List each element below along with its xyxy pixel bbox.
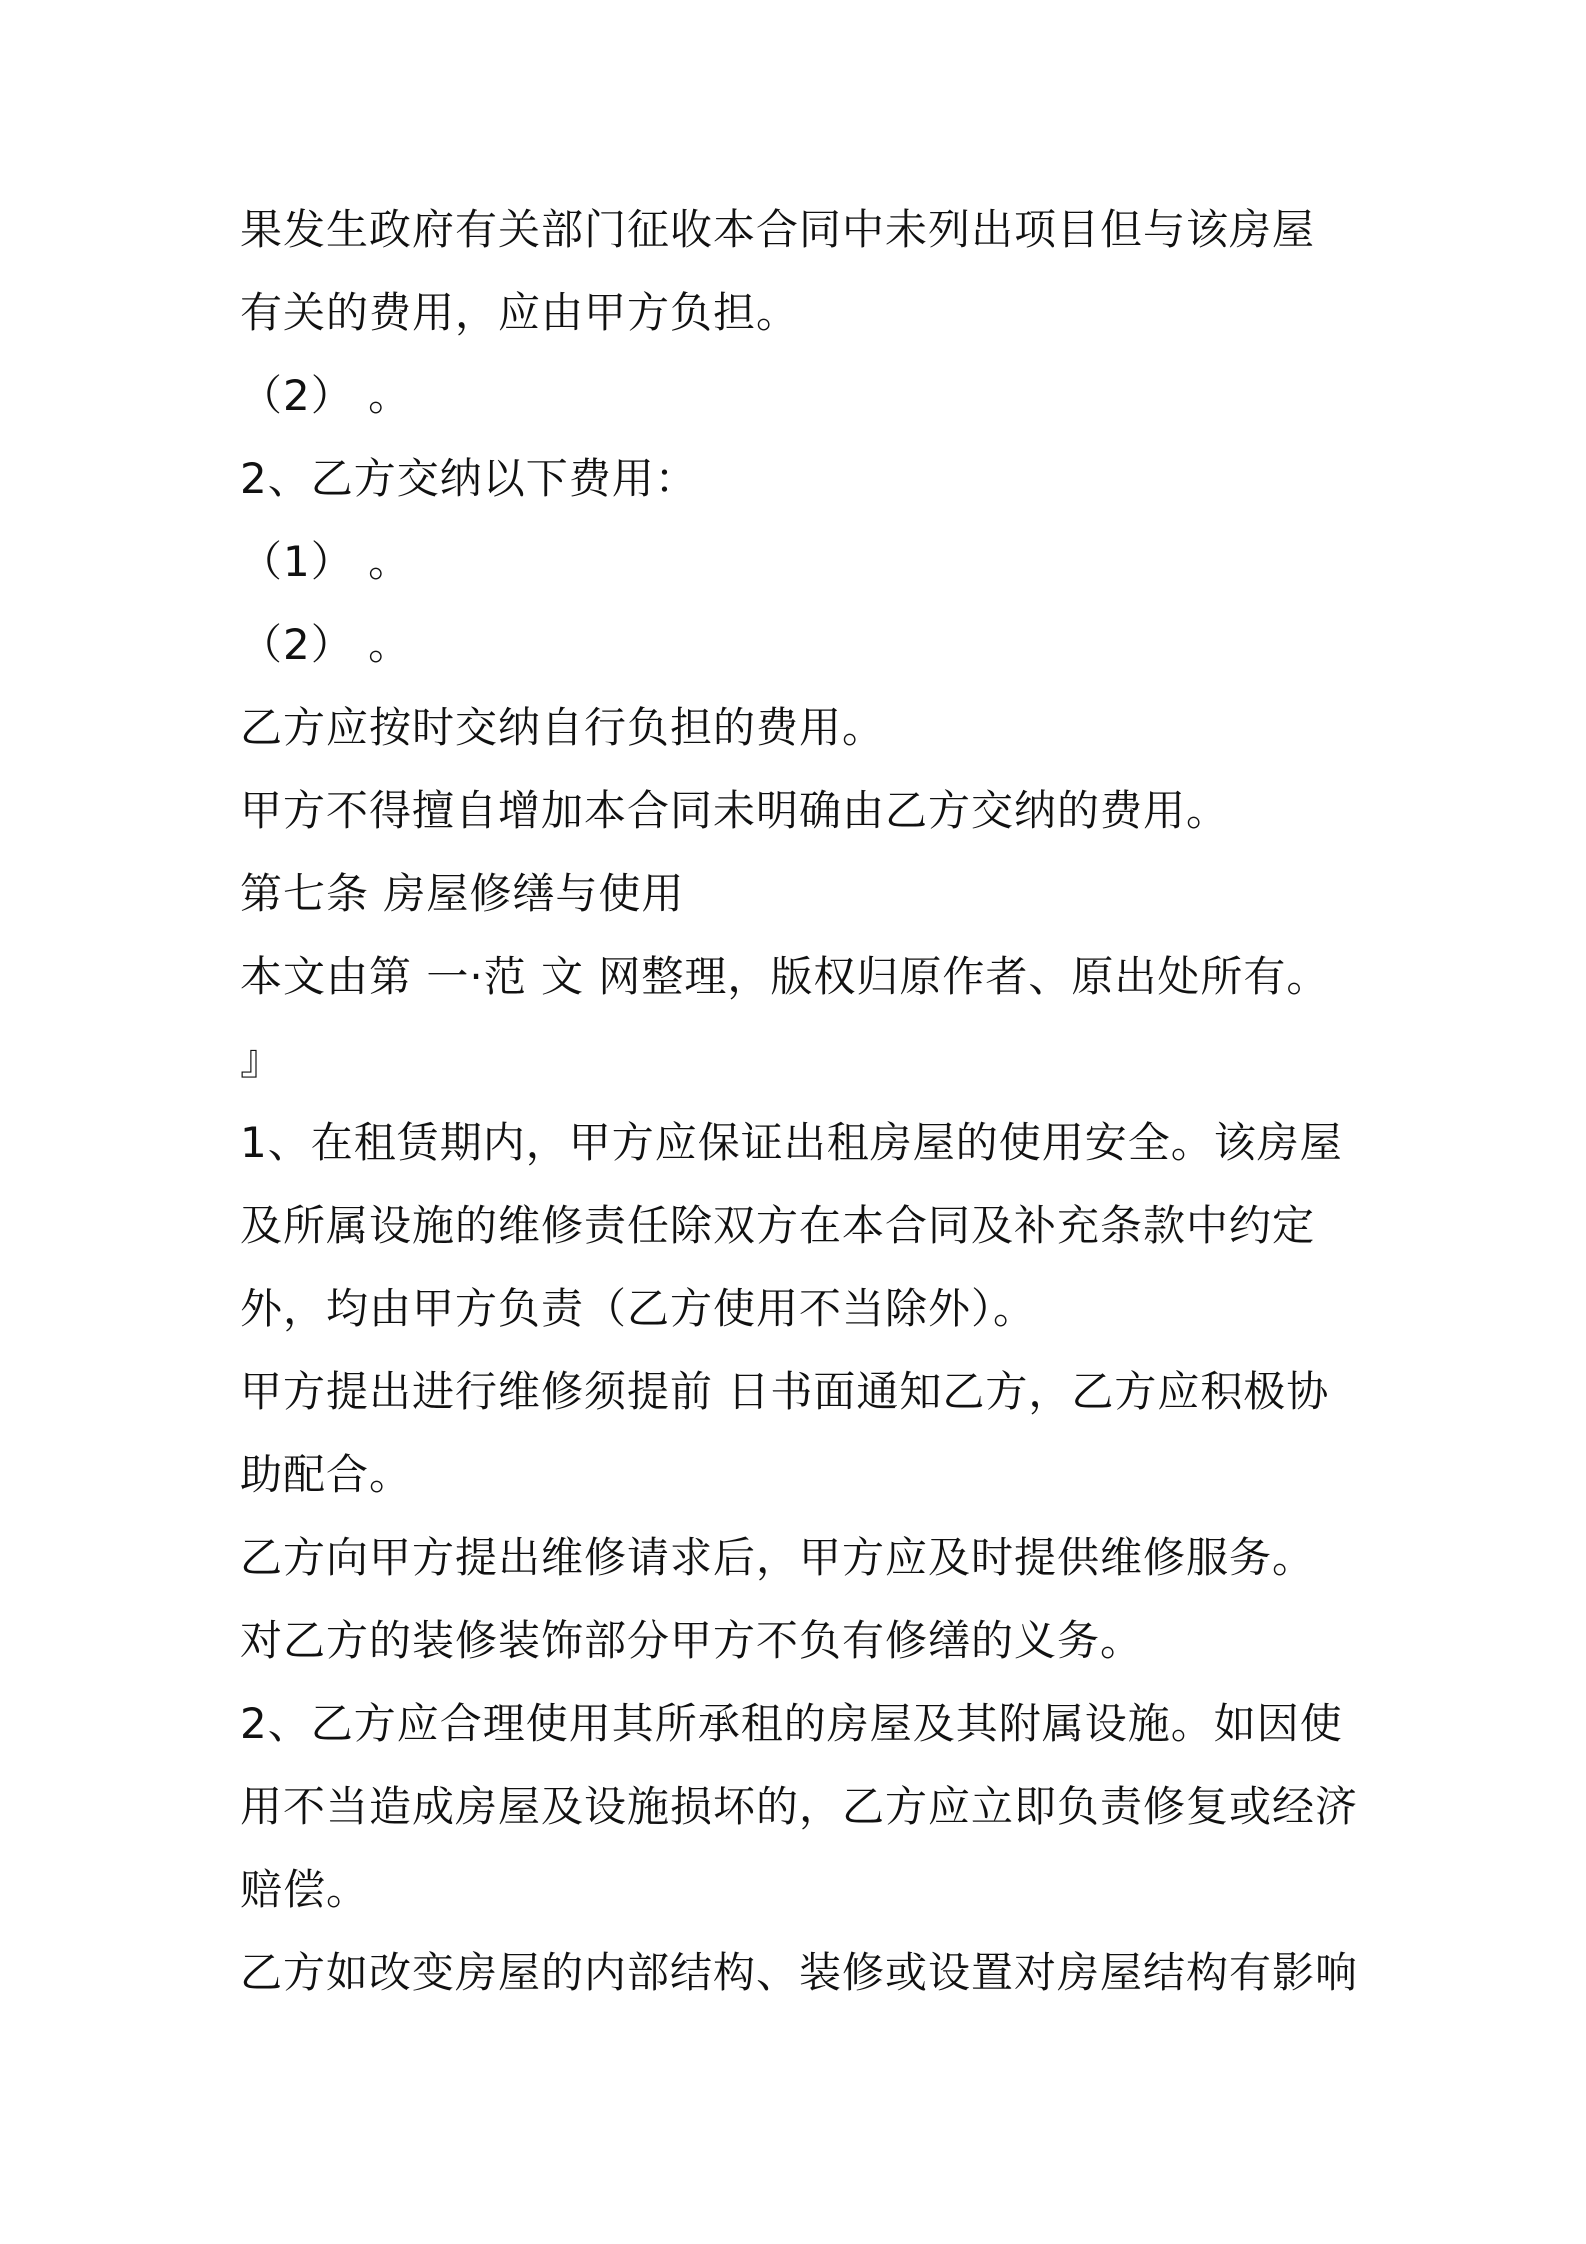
- section-heading: 第七条 房屋修缮与使用: [240, 869, 685, 918]
- text-line-21: 赔偿。: [240, 1865, 370, 1914]
- text-line-15: 甲方提出进行维修须提前 日书面通知乙方，乙方应积极协: [240, 1367, 1330, 1416]
- text-line-5: （1） 。: [240, 537, 412, 586]
- text-line-3: （2） 。: [240, 371, 412, 420]
- text-line-11: 』: [240, 1035, 284, 1084]
- text-line-8: 甲方不得擅自增加本合同未明确由乙方交纳的费用。: [240, 786, 1230, 835]
- text-line-16: 助配合。: [240, 1450, 413, 1499]
- text-line-18: 对乙方的装修装饰部分甲方不负有修缮的义务。: [240, 1616, 1144, 1665]
- text-line-14: 外，均由甲方负责（乙方使用不当除外）。: [240, 1284, 1037, 1333]
- text-line-22: 乙方如改变房屋的内部结构、装修或设置对房屋结构有影响: [240, 1948, 1359, 1997]
- text-line-13: 及所属设施的维修责任除双方在本合同及补充条款中约定: [240, 1201, 1316, 1250]
- text-line-6: （2） 。: [240, 620, 412, 669]
- text-line-20: 用不当造成房屋及设施损坏的，乙方应立即负责修复或经济: [240, 1782, 1359, 1831]
- text-line-17: 乙方向甲方提出维修请求后，甲方应及时提供维修服务。: [240, 1533, 1316, 1582]
- text-line-2: 有关的费用，应由甲方负担。: [240, 288, 800, 337]
- text-line-12: 1、在租赁期内，甲方应保证出租房屋的使用安全。该房屋: [240, 1118, 1343, 1167]
- text-line-19: 2、乙方应合理使用其所承租的房屋及其附属设施。如因使: [240, 1699, 1343, 1748]
- text-line-1: 果发生政府有关部门征收本合同中未列出项目但与该房屋: [240, 205, 1316, 254]
- text-line-10: 本文由第 一·范 文 网整理，版权归原作者、原出处所有。: [240, 952, 1330, 1001]
- text-line-7: 乙方应按时交纳自行负担的费用。: [240, 703, 886, 752]
- text-line-4: 2、乙方交纳以下费用：: [240, 454, 698, 503]
